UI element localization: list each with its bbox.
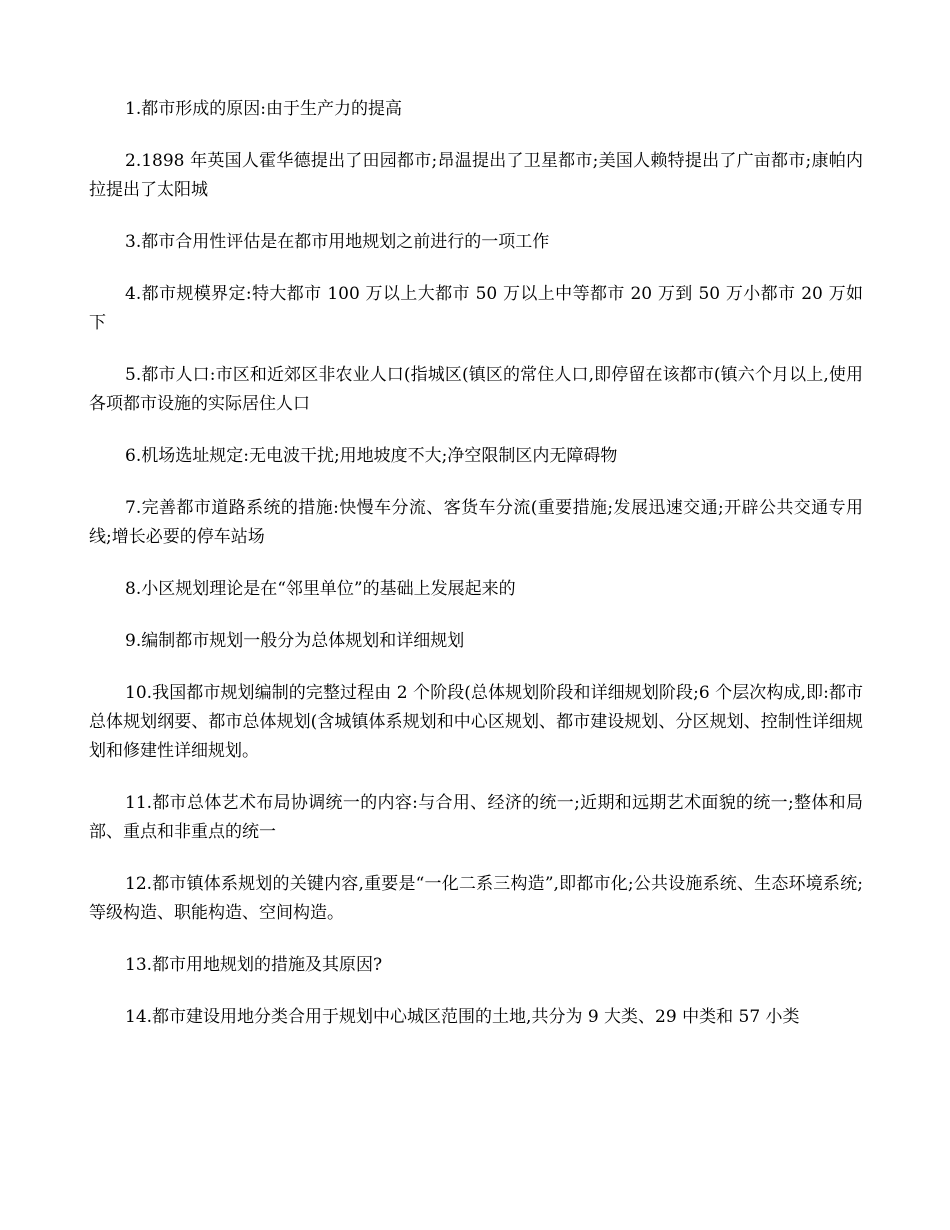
paragraph-10: 10.我国都市规划编制的完整过程由 2 个阶段(总体规划阶段和详细规划阶段;6 个层次构成,即:都市总体规划纲要、都市总体规划(含城镇体系规划和中心区规划、都市建设规划、分区规划、控制性详细规划和修建性详细规划。 [89,683,863,761]
paragraph-5: 5.都市人口:市区和近郊区非农业人口(指城区(镇区的常住人口,即停留在该都市(镇六个月以上,使用各项都市设施的实际居住人口 [89,365,863,414]
paragraph-11: 11.都市总体艺术布局协调统一的内容:与合用、经济的统一;近期和远期艺术面貌的统一;整体和局部、重点和非重点的统一 [89,793,863,842]
paragraph-4: 4.都市规模界定:特大都市 100 万以上大都市 50 万以上中等都市 20 万到 50 万小都市 20 万如下 [89,284,863,333]
paragraph-12: 12.都市镇体系规划的关键内容,重要是“一化二系三构造”,即都市化;公共设施系统、生态环境系统;等级构造、职能构造、空间构造。 [89,874,863,923]
paragraph-3: 3.都市合用性评估是在都市用地规划之前进行的一项工作 [125,232,550,252]
paragraph-13: 13.都市用地规划的措施及其原因? [125,955,383,975]
paragraph-9: 9.编制都市规划一般分为总体规划和详细规划 [125,631,465,651]
paragraph-8: 8.小区规划理论是在“邻里单位”的基础上发展起来的 [125,579,516,599]
paragraph-1: 1.都市形成的原因:由于生产力的提高 [125,99,402,119]
paragraph-2: 2.1898 年英国人霍华德提出了田园都市;昂温提出了卫星都市;美国人赖特提出了广亩都市;康帕内拉提出了太阳城 [89,151,863,200]
paragraph-6: 6.机场选址规定:无电波干扰;用地坡度不大;净空限制区内无障碍物 [125,446,618,466]
paragraph-7: 7.完善都市道路系统的措施:快慢车分流、客货车分流(重要措施;发展迅速交通;开辟公共交通专用线;增长必要的停车站场 [89,498,863,547]
paragraph-14: 14.都市建设用地分类合用于规划中心城区范围的土地,共分为 9 大类、29 中类和 57 小类 [125,1007,800,1027]
document-body [89,95,863,1055]
